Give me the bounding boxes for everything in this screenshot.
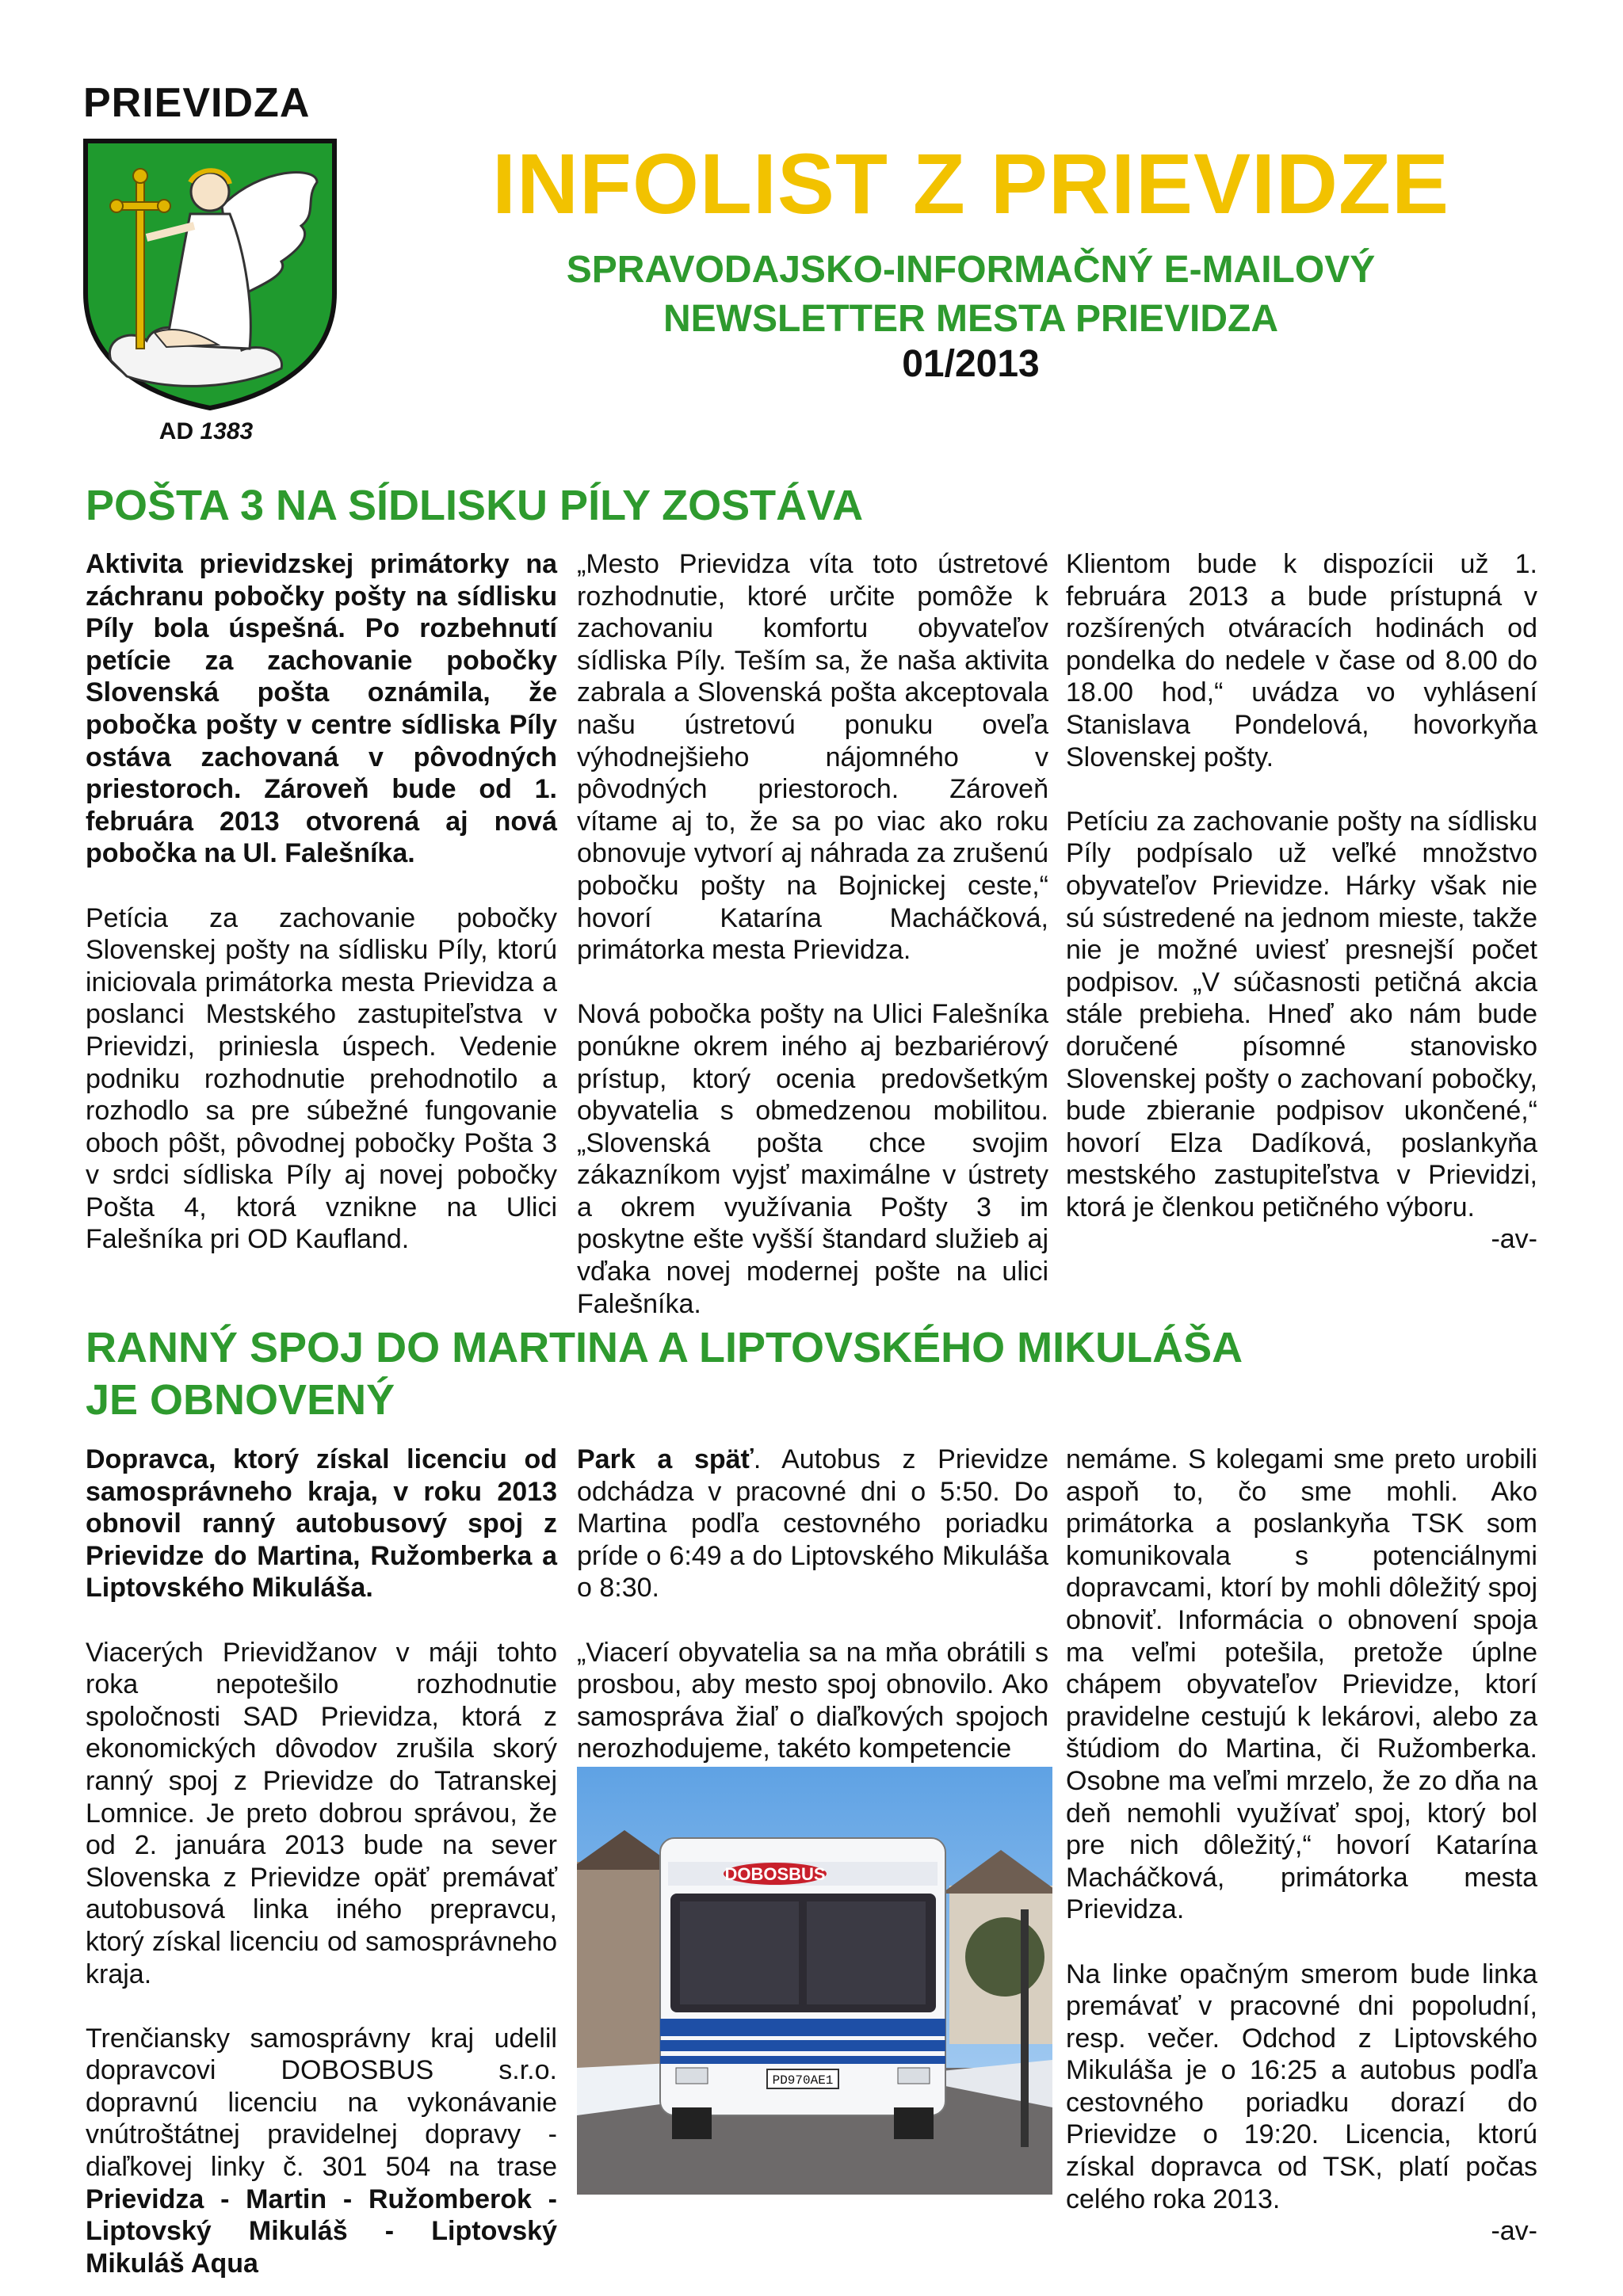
article2-column-1 <box>86 1444 557 2279</box>
bus-photo <box>577 1767 1052 2195</box>
article1-headline: POŠTA 3 NA SÍDLISKU PÍLY ZOSTÁVA <box>86 482 864 529</box>
article2-paragraph: Viacerých Prievidžanov v máji tohto roka nepotešilo rozhodnutie spoločnosti SAD Prievidza, ktorá z ekonomických dôvodov zrušila skorý ranný spoj z Prievidze do Tatranskej Lomnice. Je preto dobrou správou, že od 2. januára 2013 bude na sever Slovenska z Prievidze opäť premávať autobusová linka iného prepravcu, ktorý získal licenciu od samosprávneho kraja. <box>86 1637 557 1989</box>
subtitle-line-1: SPRAVODAJSKO-INFORMAČNÝ E-MAILOVÝ <box>566 249 1376 291</box>
subtitle-line-2: NEWSLETTER MESTA PRIEVIDZA <box>663 298 1278 340</box>
article2-column-3 <box>1066 1444 1537 2248</box>
newsletter-subtitle <box>349 246 1593 344</box>
bus-plate-text: PD970AE1 <box>772 2073 834 2088</box>
article2-route-end: Park a späť <box>577 1444 754 1474</box>
newsletter-title: INFOLIST Z PRIEVIDZE <box>491 135 1450 231</box>
article1-paragraph: Petícia za zachovanie pobočky Slovenskej pošty na sídlisku Píly, ktorú iniciovala primátorka mesta Prievidza a poslanci Mestského zastupiteľstva v Prievidzi, priniesla úspech. Vedenie podniku rozhodnutie prehodnotilo a rozhodlo sa pre súbežné fungovanie oboch pôšt, pôvodnej pobočky Pošta 3 v srdci sídliska Píly aj novej pobočky Pošta 4, ktorá vznikne na Ulici Falešníka pri OD Kaufland. <box>86 902 557 1255</box>
article2-signature: -av- <box>1491 2216 1537 2247</box>
article2-paragraph-route <box>86 2023 557 2280</box>
article2-headline-line-2: JE OBNOVENÝ <box>86 1376 395 1424</box>
article2-headline-line-1: RANNÝ SPOJ DO MARTINA A LIPTOVSKÉHO MIKULÁŠA <box>86 1324 1243 1371</box>
article2-paragraph: Na linke opačným smerom bude linka premávať v pracovné dni popoludní, resp. večer. Odchod z Liptovského Mikuláša je o 16:25 a autobus podľa cestovného poriadku dorazí do Prievidze o 19:20. Licencia, ktorú získal dopravca od TSK, platí počas celého roka 2013. <box>1066 1958 1537 2214</box>
article2-headline <box>86 1322 1552 1426</box>
article1-paragraph: Nová pobočka pošty na Ulici Falešníka ponúkne okrem iného aj bezbariérový prístup, ktorý ocenia predovšetkým obyvatelia s obmedzenou mobilitou. „Slovenská pošta chce svojim zákazníkom vyjsť maximálne v ústrety a okrem využívania Pošty 3 im poskytne ešte vyšší štandard služieb aj vďaka novej modernej pošte na ulici Falešníka. <box>577 999 1048 1319</box>
issue-number: 01/2013 <box>902 343 1040 385</box>
article1-lead: Aktivita prievidzskej primátorky na záchranu pobočky pošty na sídlisku Píly bola úspešná. Po rozbehnutí petície za zachovanie pobočky Slovenská pošta oznámila, že pobočka pošty v centre sídliska Píly ostáva zachovaná v pôvodných priestoroch. Zároveň bude od 1. februára 2013 otvorená aj nová pobočka na Ul. Falešníka. <box>86 549 557 869</box>
article1-signature: -av- <box>1491 1224 1537 1255</box>
article2-route-bold: Prievidza - Martin - Ružomberok - Liptovský Mikuláš - Liptovský Mikuláš Aqua <box>86 2183 557 2279</box>
article2-schedule-text: . Autobus z Prievidze odchádza v pracovné dni o 5:50. Do Martina podľa cestovného poriadku príde o 6:49 a do Liptovského Mikuláša o 8:30. <box>577 1444 1048 1604</box>
city-crest-icon <box>79 135 341 412</box>
article1-paragraph: „Mesto Prievidza víta toto ústretové rozhodnutie, ktoré určite pomôže k zachovaniu komfortu obyvateľov sídliska Píly. Teším sa, že naša aktivita zabrala a Slovenská pošta akceptovala našu ústretovú ponuku oveľa výhodnejšieho nájomného v pôvodných priestoroch. Zároveň vítame aj to, že sa po viac ako roku obnovuje vytvorí aj náhrada za zrušenú pobočku pošty na Bojnickej ceste,“ hovorí Katarína Macháčková, primátorka mesta Prievidza. <box>577 549 1048 966</box>
article2-paragraph: „Viacerí obyvatelia sa na mňa obrátili s prosbou, aby mesto spoj obnovilo. Ako samospráva žiaľ o diaľkových spojoch nerozhodujeme, takéto kompetencie <box>577 1637 1048 1764</box>
article2-column-2 <box>577 1444 1048 1765</box>
crest-year-prefix: AD <box>158 418 200 444</box>
article2-paragraph: nemáme. S kolegami sme preto urobili aspoň to, čo sme mohli. Ako primátorka a poslankyňa TSK som komunikovala s potenciálnymi dopravcami, ktorí by mohli dôležitý spoj obnoviť. Informácia o obnovení spoja ma veľmi potešila, pretože úplne chápem obyvateľov Prievidze, ktorí pravidelne cestujú k lekárovi, alebo za štúdiom do Martina, či Ružomberka. Osobne ma veľmi mrzelo, že zo dňa na deň nemohli využívať spoj, ktorý bol pre nich dôležitý,“ hovorí Katarína Macháčková, primátorka mesta Prievidza. <box>1066 1444 1537 1925</box>
article1-column-3 <box>1066 548 1537 1256</box>
article2-paragraph-schedule <box>577 1444 1048 1604</box>
article1-column-1 <box>86 548 557 1256</box>
article1-paragraph: Petíciu za zachovanie pošty na sídlisku Píly podpísalo už veľké množstvo obyvateľov Prievidze. Hárky však nie sú sústredené na jednom mieste, takže nie je možné uviesť presnejší počet podpisov. „V súčasnosti petičná akcia stále prebieha. Hneď ako nám bude doručené písomné stanovisko Slovenskej pošty o zachovaní pobočky, bude zbieranie podpisov ukončené,“ hovorí Elza Dadíková, poslankyňa mestského zastupiteľstva v Prievidzi, ktorá je členkou petičného výboru. <box>1066 806 1537 1222</box>
article2-route-text: Trenčiansky samosprávny kraj udelil dopravcovi DOBOSBUS s.r.o. dopravnú licenciu na vykonávanie vnútroštátnej pravidelnej dopravy - diaľkovej linky č. 301 504 na trase <box>86 2023 557 2183</box>
crest-year-number: 1383 <box>200 418 254 444</box>
town-name: PRIEVIDZA <box>83 80 311 126</box>
article1-column-2 <box>577 548 1048 1320</box>
crest-year <box>0 418 412 445</box>
article2-lead: Dopravca, ktorý získal licenciu od samosprávneho kraja, v roku 2013 obnovil ranný autobusový spoj z Prievidze do Martina, Ružomberka a Liptovského Mikuláša. <box>86 1444 557 1604</box>
article1-paragraph: Klientom bude k dispozícii už 1. februára 2013 a bude prístupná v rozšírených otváracích hodinách od pondelka do nedele v čase od 8.00 do 18.00 hod,“ uvádza vo vyhlásení Stanislava Pondelová, hovorkyňa Slovenskej pošty. <box>1066 549 1537 772</box>
bus-brand-text: DOBOSBUS <box>724 1864 826 1884</box>
